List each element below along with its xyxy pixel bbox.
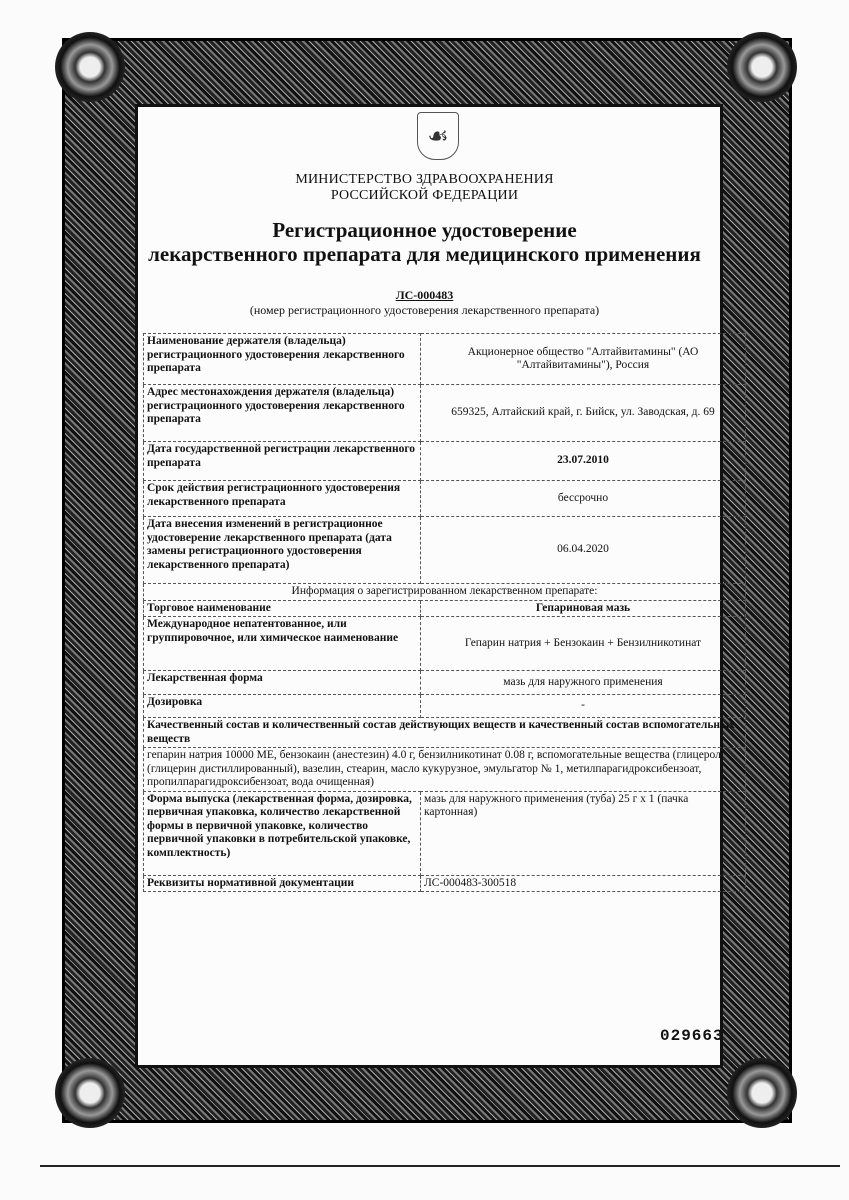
title-line2: лекарственного препарата для медицинского применения xyxy=(148,242,701,266)
table-row xyxy=(144,385,746,442)
ministry-line1: МИНИСТЕРСТВО ЗДРАВООХРАНЕНИЯ xyxy=(295,172,554,187)
row-label: Срок действия регистрационного удостоверения лекарственного препарата xyxy=(144,481,421,517)
corner-ornament-icon xyxy=(55,1058,125,1128)
serial-number: 029663 xyxy=(660,1027,724,1045)
row-label: Лекарственная форма xyxy=(144,671,421,695)
table-row xyxy=(144,442,746,481)
row-label: Адрес местонахождения держателя (владельца) регистрационного удостоверения лекарственного препарата xyxy=(144,385,421,442)
table-row xyxy=(144,748,746,792)
corner-ornament-icon xyxy=(55,32,125,102)
row-value: мазь для наружного применения (туба) 25 г х 1 (пачка картонная) xyxy=(421,791,746,875)
table-row xyxy=(144,875,746,892)
composition-label: Качественный состав и количественный состав действующих веществ и качественный состав вспомогательных веществ xyxy=(144,718,746,748)
row-value: Гепариновая мазь xyxy=(421,600,746,617)
ministry-line2: РОССИЙСКОЙ ФЕДЕРАЦИИ xyxy=(330,188,519,203)
row-value: Акционерное общество "Алтайвитамины" (АО "Алтайвитамины"), Россия xyxy=(421,334,746,385)
divider xyxy=(40,1165,840,1167)
table-row xyxy=(144,695,746,718)
row-value: - xyxy=(421,695,746,718)
table-row xyxy=(144,718,746,748)
reg-number-caption: (номер регистрационного удостоверения лекарственного препарата) xyxy=(249,303,600,317)
table-row xyxy=(144,517,746,584)
certificate-table xyxy=(143,333,746,892)
table-row xyxy=(144,600,746,617)
row-value: Гепарин натрия + Бензокаин + Бензилникотинат xyxy=(421,617,746,671)
row-label: Наименование держателя (владельца) регистрационного удостоверения лекарственного препарата xyxy=(144,334,421,385)
row-value: 23.07.2010 xyxy=(421,442,746,481)
table-row xyxy=(144,791,746,875)
info-heading: Информация о зарегистрированном лекарственном препарате: xyxy=(144,584,746,601)
reg-number: ЛС-000483 xyxy=(395,288,454,302)
row-value: ЛС-000483-300518 xyxy=(421,875,746,892)
table-row xyxy=(144,671,746,695)
info-heading-row xyxy=(144,584,746,601)
table-row xyxy=(144,334,746,385)
row-label: Форма выпуска (лекарственная форма, дозировка, первичная упаковка, количество лекарственной формы в первичной упаковке, количество первичной упаковки в потребительской упаковке, комплектность) xyxy=(144,791,421,875)
row-value: бессрочно xyxy=(421,481,746,517)
corner-ornament-icon xyxy=(727,1058,797,1128)
row-label: Международное непатентованное, или группировочное, или химическое наименование xyxy=(144,617,421,671)
row-label: Дозировка xyxy=(144,695,421,718)
row-value: 659325, Алтайский край, г. Бийск, ул. Заводская, д. 69 xyxy=(421,385,746,442)
row-value: 06.04.2020 xyxy=(421,517,746,584)
row-label: Торговое наименование xyxy=(144,600,421,617)
row-label: Дата государственной регистрации лекарственного препарата xyxy=(144,442,421,481)
corner-ornament-icon xyxy=(727,32,797,102)
row-label: Дата внесения изменений в регистрационное удостоверение лекарственного препарата (дата замены регистрационного удостоверения лекарственного препарата) xyxy=(144,517,421,584)
title-line1: Регистрационное удостоверение xyxy=(272,218,577,242)
table-row xyxy=(144,481,746,517)
composition-value: гепарин натрия 10000 МЕ, бензокаин (анестезин) 4.0 г, бензилникотинат 0.08 г, вспомогательные вещества (глицерол (глицерин дистиллированный), вазелин, стеарин, масло кукурузное, эмульгатор № 1, метилпарагидроксибензоат, пропилпарагидроксибензоат, вода очищенная) xyxy=(144,748,746,792)
row-label: Реквизиты нормативной документации xyxy=(144,875,421,892)
coat-of-arms-icon: ☙ xyxy=(417,112,459,160)
table-row xyxy=(144,617,746,671)
row-value: мазь для наружного применения xyxy=(421,671,746,695)
